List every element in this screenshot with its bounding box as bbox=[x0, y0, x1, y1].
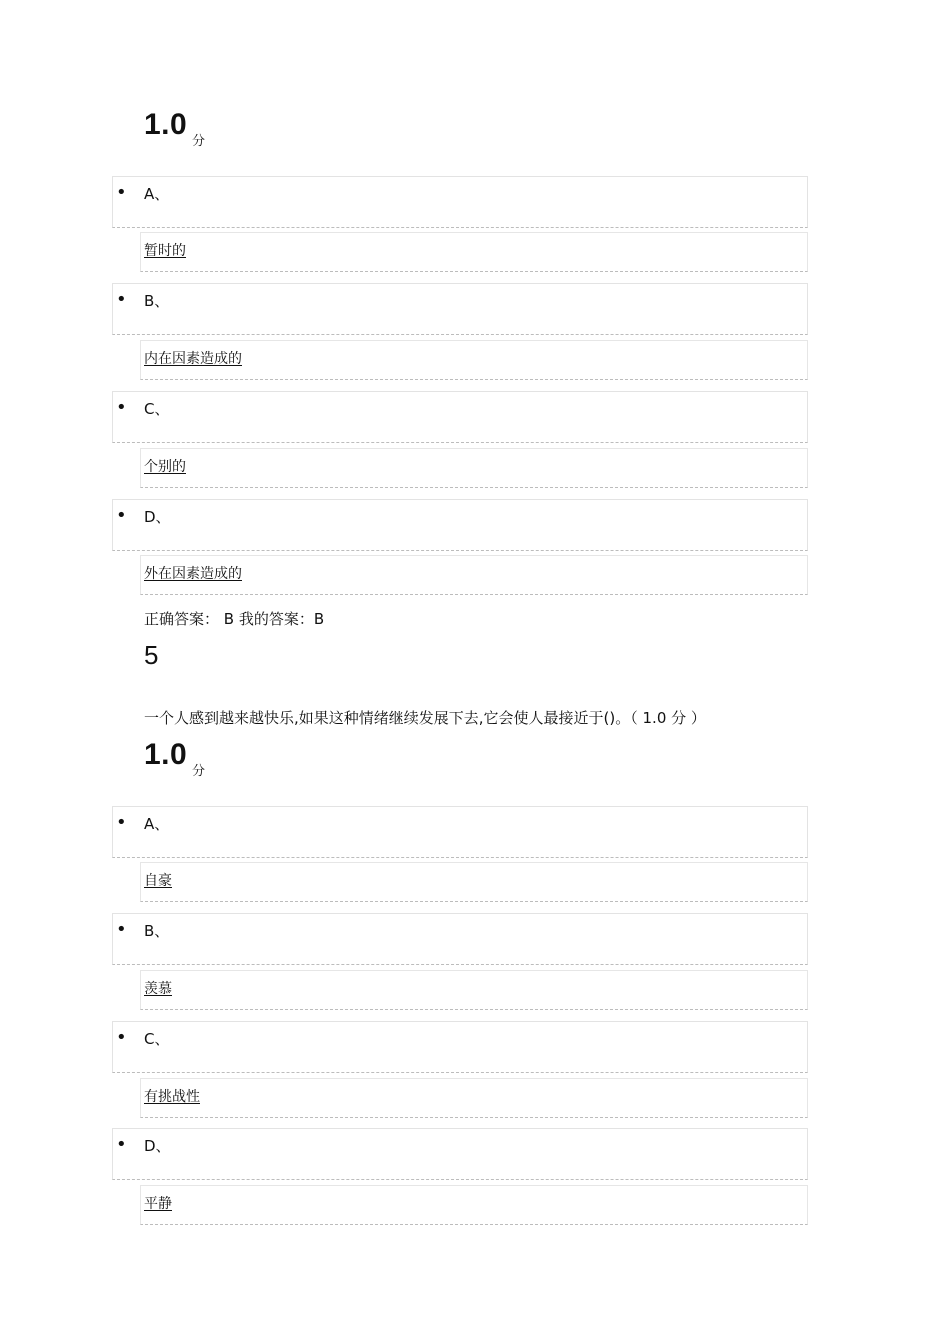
q5-option-a[interactable] bbox=[112, 806, 808, 858]
option-letter: D、 bbox=[144, 1137, 171, 1155]
option-text: 羡慕 bbox=[144, 981, 172, 997]
option-letter: D、 bbox=[144, 508, 171, 526]
question-5-score bbox=[144, 738, 206, 779]
q4-option-c-text[interactable] bbox=[140, 448, 808, 488]
bullet-icon: • bbox=[116, 1134, 127, 1155]
q4-option-b-text[interactable] bbox=[140, 340, 808, 380]
q5-option-c-text[interactable] bbox=[140, 1078, 808, 1118]
q4-option-a[interactable] bbox=[112, 176, 808, 228]
option-letter: B、 bbox=[144, 922, 170, 940]
option-text: 外在因素造成的 bbox=[144, 566, 242, 582]
bullet-icon: • bbox=[116, 505, 127, 526]
option-text: 暂时的 bbox=[144, 243, 186, 259]
option-letter: A、 bbox=[144, 815, 170, 833]
q5-option-d[interactable] bbox=[112, 1128, 808, 1180]
option-letter: A、 bbox=[144, 185, 170, 203]
q4-option-b[interactable] bbox=[112, 283, 808, 335]
q5-option-a-text[interactable] bbox=[140, 862, 808, 902]
option-text: 平静 bbox=[144, 1196, 172, 1212]
score-value: 1.0 bbox=[144, 738, 188, 771]
q5-option-b[interactable] bbox=[112, 913, 808, 965]
q4-option-c[interactable] bbox=[112, 391, 808, 443]
answer-line: 正确答案： B 我的答案：B bbox=[144, 610, 325, 628]
bullet-icon: • bbox=[116, 812, 127, 833]
bullet-icon: • bbox=[116, 397, 127, 418]
q4-option-a-text[interactable] bbox=[140, 232, 808, 272]
q5-option-b-text[interactable] bbox=[140, 970, 808, 1010]
q5-option-c[interactable] bbox=[112, 1021, 808, 1073]
option-text: 自豪 bbox=[144, 873, 172, 889]
option-letter: B、 bbox=[144, 292, 170, 310]
bullet-icon: • bbox=[116, 919, 127, 940]
option-letter: C、 bbox=[144, 400, 170, 418]
option-letter: C、 bbox=[144, 1030, 170, 1048]
q4-option-d[interactable] bbox=[112, 499, 808, 551]
q4-option-d-text[interactable] bbox=[140, 555, 808, 595]
bullet-icon: • bbox=[116, 289, 127, 310]
option-text: 个别的 bbox=[144, 459, 186, 475]
option-text: 内在因素造成的 bbox=[144, 351, 242, 367]
score-unit: 分 bbox=[192, 134, 206, 149]
q5-option-d-text[interactable] bbox=[140, 1185, 808, 1225]
question-prompt: 一个人感到越来越快乐,如果这种情绪继续发展下去,它会使人最接近于()。（ 1.0 分 ） bbox=[144, 709, 706, 727]
bullet-icon: • bbox=[116, 182, 127, 203]
question-4-score bbox=[144, 108, 206, 149]
bullet-icon: • bbox=[116, 1027, 127, 1048]
option-text: 有挑战性 bbox=[144, 1089, 200, 1105]
score-unit: 分 bbox=[192, 764, 206, 779]
score-value: 1.0 bbox=[144, 108, 188, 141]
question-number: 5 bbox=[144, 640, 159, 670]
